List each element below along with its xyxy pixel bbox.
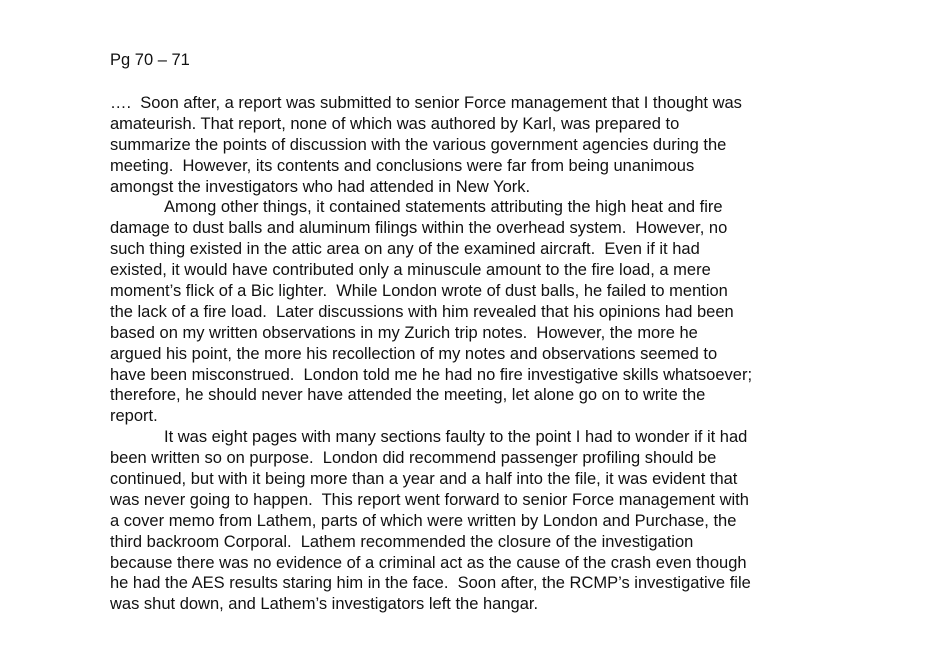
text-line: was shut down, and Lathem’s investigators left the hangar.: [110, 595, 539, 614]
text-line: because there was no evidence of a criminal act as the cause of the crash even though: [110, 553, 747, 572]
text-line: …. Soon after, a report was submitted to senior Force management that I thought was: [110, 94, 742, 112]
text-line: third backroom Corporal. Lathem recommended the closure of the investigation: [110, 532, 694, 551]
text-line: damage to dust balls and aluminum filings within the overhead system. However, no: [110, 219, 728, 238]
text-line: been written so on purpose. London did recommend passenger profiling should be: [110, 449, 717, 468]
text-line: he had the AES results staring him in the face. Soon after, the RCMP’s investigative file: [110, 574, 751, 593]
text-line: therefore, he should never have attended the meeting, let alone go on to write the: [110, 386, 706, 405]
text-line: It was eight pages with many sections faulty to the point I had to wonder if it had: [164, 428, 748, 447]
text-line: continued, but with it being more than a year and a half into the file, it was evident that: [110, 470, 738, 489]
text-line: existed, it would have contributed only a minuscule amount to the fire load, a mere: [110, 261, 711, 280]
body-text: [110, 93, 840, 615]
text-line: based on my written observations in my Zurich trip notes. However, the more he: [110, 323, 698, 342]
text-line: a cover memo from Lathem, parts of which were written by London and Purchase, the: [110, 511, 737, 530]
page-reference: Pg 70 – 71: [110, 51, 190, 69]
text-line: summarize the points of discussion with the various government agencies during the: [110, 135, 727, 154]
text-line: such thing existed in the attic area on any of the examined aircraft. Even if it had: [110, 240, 700, 259]
text-line: argued his point, the more his recollection of my notes and observations seemed to: [110, 344, 718, 363]
text-line: the lack of a fire load. Later discussions with him revealed that his opinions had been: [110, 302, 734, 321]
text-line: report.: [110, 407, 158, 426]
text-line: Among other things, it contained statements attributing the high heat and fire: [164, 198, 723, 217]
text-line: amateurish. That report, none of which was authored by Karl, was prepared to: [110, 114, 680, 133]
text-line: moment’s flick of a Bic lighter. While London wrote of dust balls, he failed to mention: [110, 282, 728, 301]
text-line: have been misconstrued. London told me he had no fire investigative skills whatsoever;: [110, 365, 753, 384]
text-line: amongst the investigators who had attended in New York.: [110, 177, 531, 196]
text-line: meeting. However, its contents and conclusions were far from being unanimous: [110, 156, 695, 175]
text-line: was never going to happen. This report went forward to senior Force management with: [110, 490, 749, 509]
